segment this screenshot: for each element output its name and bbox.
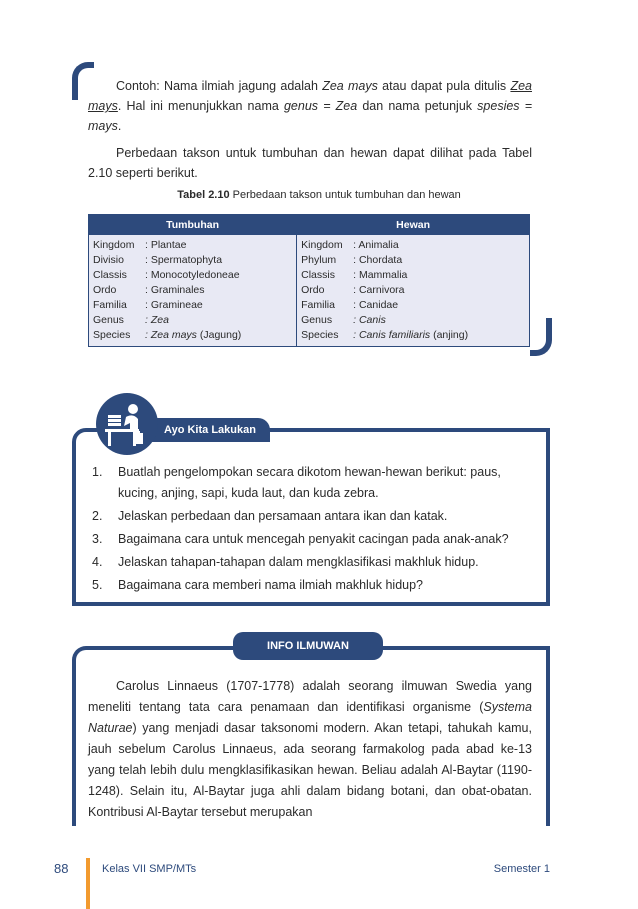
taxon-rank-label: Divisio — [93, 254, 124, 266]
taxon-rank-value: : Canis — [353, 314, 386, 326]
paragraph-taxon-difference: Perbedaan takson untuk tumbuhan dan hewan dapat dilihat pada Tabel 2.10 seperti berikut. — [88, 146, 532, 180]
taxon-rank-value: : Monocotyledoneae — [145, 269, 240, 281]
taxon-table — [88, 214, 530, 347]
activity-item-text: Bagaimana cara untuk mencegah penyakit cacingan pada anak-anak? — [118, 532, 509, 546]
page-number: 88 — [54, 861, 69, 876]
info-paragraph: Carolus Linnaeus (1707-1778) adalah seorang ilmuwan Swedia yang meneliti tentang tata cara penamaan dan identifikasi organisme (Systema Naturae) yang menjadi dasar taksonomi modern. Akan tetapi, tahukah kamu, jauh sebelum Carolus Linnaeus, ada seorang farmakolog pada abad ke-13 yang telah lebih dulu mengklasifikasikan hewan. Beliau adalah Al-Baytar (1190-1248). Selain itu, Al-Baytar juga ahli dalam bidang botani, dan obat-obatan. Kontribusi Al-Baytar tersebut merupakan — [88, 679, 532, 819]
table-header-hewan: Hewan — [297, 215, 530, 235]
activity-item — [92, 506, 532, 527]
info-title: INFO ILMUWAN — [233, 632, 383, 660]
activity-item — [92, 462, 532, 504]
taxon-rank-value: : Animalia — [353, 239, 399, 251]
footer-left-text: Kelas VII SMP/MTs — [102, 863, 197, 875]
taxon-rank-label: Kingdom — [301, 239, 343, 251]
taxon-rank-value: : Zea — [145, 314, 169, 326]
activity-item — [92, 575, 532, 596]
activity-item-number: 4. — [92, 555, 103, 569]
taxon-rank-value: : Graminales — [145, 284, 205, 296]
taxon-rank-label: Ordo — [93, 284, 117, 296]
activity-item-text: Jelaskan perbedaan dan persamaan antara ikan dan katak. — [118, 509, 448, 523]
corner-bracket-bottom-right — [530, 318, 552, 356]
taxon-rank-value: : Canis familiaris (anjing) — [353, 329, 469, 341]
table-caption: Tabel 2.10 Perbedaan takson untuk tumbuhan dan hewan — [177, 189, 461, 201]
taxon-rank-value: : Spermatophyta — [145, 254, 223, 266]
taxon-rank-label: Species — [93, 329, 131, 341]
taxon-rank-label: Familia — [301, 299, 335, 311]
taxon-rank-value: : Zea mays (Jagung) — [145, 329, 242, 341]
footer-right-text: Semester 1 — [493, 863, 550, 875]
taxon-rank-label: Genus — [301, 314, 333, 326]
footer-accent-bar — [86, 858, 90, 909]
taxon-rank-value: : Carnivora — [353, 284, 405, 296]
activity-list — [92, 462, 532, 598]
activity-item-number: 5. — [92, 578, 103, 592]
taxon-rank-label: Classis — [93, 269, 127, 281]
activity-item — [92, 529, 532, 550]
activity-item-number: 2. — [92, 509, 103, 523]
activity-title: Ayo Kita Lakukan — [150, 418, 270, 442]
table-cell-hewan — [297, 235, 530, 347]
taxon-rank-label: Phylum — [301, 254, 337, 266]
taxon-rank-label: Species — [301, 329, 339, 341]
activity-item-text: Bagaimana cara memberi nama ilmiah makhluk hidup? — [118, 578, 424, 592]
table-cell-tumbuhan — [89, 235, 297, 347]
taxon-rank-value: : Chordata — [353, 254, 403, 266]
activity-item-number: 3. — [92, 532, 103, 546]
taxon-rank-label: Familia — [93, 299, 127, 311]
activity-item-number: 1. — [92, 465, 103, 479]
taxon-rank-label: Genus — [93, 314, 124, 326]
activity-item — [92, 552, 532, 573]
taxon-rank-label: Kingdom — [93, 239, 135, 251]
taxon-rank-label: Classis — [301, 269, 335, 281]
student-studying-icon — [96, 393, 158, 455]
taxon-rank-value: : Plantae — [145, 239, 187, 251]
taxon-rank-value: : Mammalia — [353, 269, 408, 281]
taxon-rank-value: : Gramineae — [145, 299, 203, 311]
taxon-rank-value: : Canidae — [353, 299, 399, 311]
table-header-tumbuhan: Tumbuhan — [89, 215, 297, 235]
activity-item-text: Buatlah pengelompokan secara dikotom hewan-hewan berikut: paus, kucing, anjing, sapi, kuda laut, dan kuda zebra. — [118, 465, 501, 500]
activity-item-text: Jelaskan tahapan-tahapan dalam mengklasifikasi makhluk hidup. — [118, 555, 479, 569]
paragraph-example: Contoh: Nama ilmiah jagung adalah Zea mays atau dapat pula ditulis Zea mays. Hal ini menunjukkan nama genus = Zea dan nama petunjuk spesies = mays. — [88, 79, 533, 133]
taxon-rank-label: Ordo — [301, 284, 325, 296]
